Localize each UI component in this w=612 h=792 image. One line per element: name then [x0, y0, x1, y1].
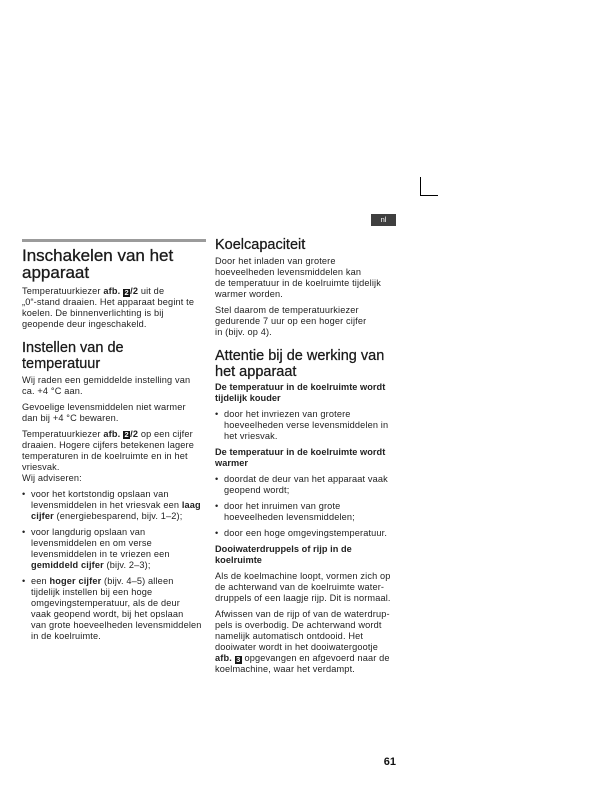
text-run: in de koelruimte. — [31, 630, 101, 641]
bullet-item — [22, 489, 206, 522]
text-run: Temperatuurkiezer — [22, 428, 104, 439]
text-line — [224, 474, 399, 485]
text-run: Wij adviseren: — [22, 472, 82, 483]
bullet-icon — [22, 489, 25, 500]
text-line — [31, 500, 206, 511]
section-heading — [215, 348, 399, 380]
bold-subheading — [215, 447, 399, 469]
text-line — [224, 485, 399, 496]
paragraph — [215, 609, 399, 675]
text-run: doordat de deur van het apparaat vaak — [224, 474, 388, 484]
text-line — [31, 609, 206, 620]
text-run: Instellen van de — [22, 340, 124, 357]
text-run: (bijv. 2–3); — [103, 559, 151, 570]
text-line — [22, 413, 206, 424]
text-run: door een hoge omgevingstemperatuur. — [224, 528, 388, 538]
text-run: draaien. Hogere cijfers betekenen lagere — [22, 439, 194, 450]
text-line — [22, 429, 206, 440]
bold-text-run: hoger cijfer — [49, 575, 102, 586]
text-run: dan bij +4 °C bewaren. — [22, 412, 119, 423]
text-run: Dooiwaterdruppels of rijp in de — [215, 544, 352, 554]
text-run: Afwissen van de rijp of van de waterdrup- — [215, 609, 390, 619]
chapter-rule — [22, 239, 206, 242]
paragraph — [215, 305, 399, 338]
text-run: Inschakelen van het — [22, 245, 174, 265]
bullet-item — [215, 501, 399, 523]
text-line — [215, 642, 399, 653]
text-line — [22, 286, 206, 297]
text-run: gedurende 7 uur op een hoger cijfer — [215, 315, 367, 326]
bold-text-run: gemiddeld cijfer — [31, 559, 104, 570]
paragraph — [22, 375, 206, 397]
text-run: ca. +4 °C aan. — [22, 385, 83, 396]
text-line — [31, 620, 206, 631]
text-line — [215, 316, 399, 327]
text-line — [215, 544, 399, 555]
bold-text-run: /2 — [130, 286, 139, 297]
bold-text-run: afb. — [103, 286, 121, 297]
bullet-icon — [22, 527, 25, 538]
text-run: pels is overbodig. De achterwand wordt — [215, 620, 382, 630]
text-run: het apparaat — [215, 363, 297, 380]
text-line — [22, 386, 206, 397]
text-line — [31, 527, 206, 538]
text-line — [224, 528, 399, 539]
text-run: levensmiddelen in het vriesvak een — [31, 499, 182, 510]
text-line — [215, 237, 399, 253]
text-line — [22, 340, 206, 356]
text-run: Door het inladen van grotere — [215, 255, 336, 266]
text-run: Wij raden een gemiddelde instelling van — [22, 374, 191, 385]
text-line — [224, 501, 399, 512]
bullet-icon — [215, 474, 218, 485]
text-line — [215, 620, 399, 631]
text-line — [22, 462, 206, 473]
text-line — [215, 609, 399, 620]
text-run: Gevoelige levensmiddelen niet warmer — [22, 401, 186, 412]
text-line — [215, 664, 399, 675]
text-run: hoeveelheden levensmiddelen; — [224, 512, 355, 522]
text-line — [22, 356, 206, 372]
text-run: (energiebesparend, bijv. 1–2); — [53, 510, 183, 521]
bold-text-run: cijfer — [31, 510, 54, 521]
paragraph — [22, 286, 206, 330]
bullet-icon — [215, 528, 218, 539]
text-line — [22, 247, 206, 264]
text-line — [215, 348, 399, 364]
text-line — [31, 598, 206, 609]
text-run: opgevangen en afgevoerd naar de — [241, 653, 390, 663]
text-run: dooiwater wordt in het dooiwatergootje — [215, 642, 379, 652]
text-run: de achterwand van de koelruimte water- — [215, 582, 385, 592]
text-run: apparaat — [22, 262, 90, 282]
text-line — [22, 473, 206, 484]
text-line — [215, 364, 399, 380]
text-line — [215, 593, 399, 604]
bullet-icon — [22, 576, 25, 587]
text-line — [215, 256, 399, 267]
text-line — [215, 289, 399, 300]
text-line — [215, 447, 399, 458]
paragraph — [215, 256, 399, 300]
text-run: levensmiddelen en om verse — [31, 537, 152, 548]
text-run: koelen. De binnenverlichting is bij — [22, 308, 164, 319]
text-line — [31, 538, 206, 549]
text-run: Temperatuurkiezer — [22, 286, 104, 297]
language-tab — [371, 214, 396, 226]
text-run: het vriesvak. — [224, 431, 278, 441]
text-run: „0“-stand draaien. Het apparaat begint te — [22, 297, 195, 308]
text-run: warmer worden. — [215, 288, 283, 299]
bullet-item — [215, 528, 399, 539]
bold-subheading — [215, 382, 399, 404]
text-run: omgevingstemperatuur, als de deur — [31, 597, 180, 608]
text-line — [22, 440, 206, 451]
bullet-item — [22, 576, 206, 642]
text-line — [215, 582, 399, 593]
text-run: door het inruimen van grote — [224, 501, 341, 511]
text-run: (bijv. 4–5) alleen — [101, 575, 174, 586]
text-run: hoeveelheden verse levensmiddelen in — [224, 420, 389, 430]
text-run: Stel daarom de temperatuurkiezer — [215, 304, 359, 315]
bold-text-run: afb. — [215, 653, 232, 663]
text-line — [31, 576, 206, 587]
paragraph — [22, 402, 206, 424]
text-line — [215, 278, 399, 289]
text-line — [215, 393, 399, 404]
bullet-icon — [215, 501, 218, 512]
bullet-item — [215, 409, 399, 442]
text-line — [215, 327, 399, 338]
text-run: De temperatuur in de koelruimte wordt — [215, 382, 386, 392]
crop-mark — [420, 177, 438, 196]
text-run: koelruimte — [215, 555, 262, 565]
text-line — [22, 264, 206, 281]
text-line — [215, 555, 399, 566]
text-run: hoeveelheden levensmiddelen kan — [215, 266, 362, 277]
text-run: levensmiddelen in te vriezen een — [31, 548, 170, 559]
paragraph — [215, 571, 399, 604]
text-run: temperaturen in de koelruimte en in het — [22, 450, 188, 461]
language-tab-label: nl — [380, 215, 387, 224]
bold-subheading — [215, 544, 399, 566]
bullet-icon — [215, 409, 218, 420]
text-run: uit de — [138, 286, 165, 297]
bold-text-run: /2 — [130, 428, 139, 439]
text-line — [215, 571, 399, 582]
text-line — [215, 458, 399, 469]
text-line — [224, 409, 399, 420]
text-run: een — [31, 575, 50, 586]
text-run: temperatuur — [22, 356, 101, 373]
text-run: de temperatuur in de koelruimte tijdelijk — [215, 277, 381, 288]
text-run: door het invriezen van grotere — [224, 409, 351, 419]
section-heading — [22, 340, 206, 372]
text-run: tijdelijk kouder — [215, 393, 281, 403]
chapter-heading — [22, 247, 206, 281]
text-run: namelijk automatisch ontdooid. Het — [215, 631, 364, 641]
text-line — [215, 653, 399, 664]
text-line — [31, 587, 206, 598]
text-line — [22, 297, 206, 308]
text-run: tijdelijk instellen bij een hoge — [31, 586, 153, 597]
text-line — [22, 451, 206, 462]
page-number: 61 — [383, 756, 396, 768]
text-run: druppels of een laagje rijp. Dit is normaal. — [215, 593, 391, 603]
text-line — [224, 420, 399, 431]
text-run: geopende deur ingeschakeld. — [22, 319, 147, 330]
text-run: voor langdurig opslaan van — [31, 526, 146, 537]
figure-number-badge: 2 — [124, 430, 129, 440]
bold-text-run: laag — [181, 499, 201, 510]
text-line — [22, 402, 206, 413]
text-run: Koelcapaciteit — [215, 237, 306, 253]
bold-text-run: afb. — [103, 428, 121, 439]
text-run: vaak geopend wordt, bij het opslaan — [31, 608, 184, 619]
text-run: op een cijfer — [138, 428, 193, 439]
text-line — [215, 305, 399, 316]
figure-number-badge: 3 — [236, 654, 241, 664]
text-line — [22, 375, 206, 386]
text-run: voor het kortstondig opslaan van — [31, 488, 169, 499]
text-run: De temperatuur in de koelruimte wordt — [215, 447, 386, 457]
text-run: in (bijv. op 4). — [215, 326, 272, 337]
text-line — [215, 631, 399, 642]
text-run: Als de koelmachine loopt, vormen zich op — [215, 571, 391, 581]
paragraph — [22, 429, 206, 484]
text-line — [31, 549, 206, 560]
text-run: Attentie bij de werking van — [215, 347, 385, 364]
text-line — [215, 267, 399, 278]
text-line — [224, 431, 399, 442]
text-line — [22, 319, 206, 330]
section-heading — [215, 237, 399, 253]
text-line — [22, 308, 206, 319]
text-line — [31, 631, 206, 642]
bullet-item — [215, 474, 399, 496]
text-line — [31, 489, 206, 500]
text-run: warmer — [215, 458, 248, 468]
right-column — [215, 237, 399, 675]
text-run: vriesvak. — [22, 461, 60, 472]
text-run: geopend wordt; — [224, 485, 290, 495]
left-column — [22, 239, 206, 642]
text-line — [31, 511, 206, 522]
text-line — [215, 382, 399, 393]
text-run: koelmachine, waar het verdampt. — [215, 664, 355, 674]
text-run: van grote hoeveelheden levensmiddelen — [31, 619, 202, 630]
text-line — [224, 512, 399, 523]
bullet-item — [22, 527, 206, 571]
text-line — [31, 560, 206, 571]
figure-number-badge: 2 — [124, 287, 129, 297]
